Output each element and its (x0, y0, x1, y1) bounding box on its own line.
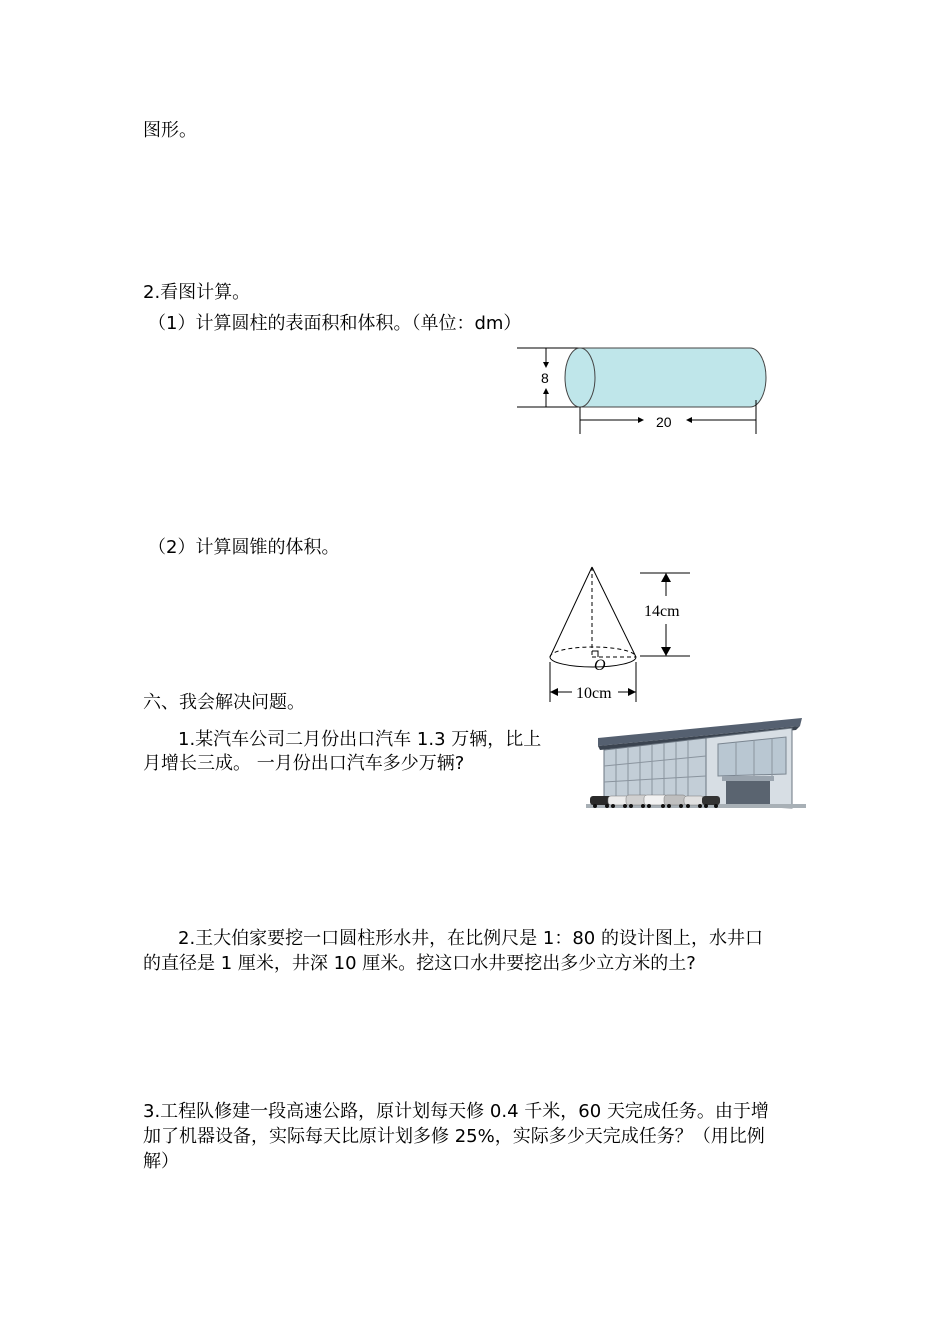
cylinder-figure (512, 340, 772, 440)
problem-3-line-3: 解） (143, 1151, 179, 1172)
cone-diameter-label: 10cm (576, 685, 612, 702)
car-showroom-image (586, 716, 806, 816)
problem-3-line-2: 加了机器设备，实际每天比原计划多修 25%，实际多少天完成任务？（用比例 (143, 1126, 765, 1147)
problem-2-line-2: 的直径是 1 厘米，井深 10 厘米。挖这口水井要挖出多少立方米的土? (143, 953, 696, 974)
problem-2-line-1: 2.王大伯家要挖一口圆柱形水井，在比例尺是 1：80 的设计图上，水井口 (178, 928, 763, 949)
cone-figure (544, 562, 704, 712)
problem-3-line-1: 3.工程队修建一段高速公路，原计划每天修 0.4 千米，60 天完成任务。由于增 (143, 1101, 769, 1122)
cylinder-height-label: 8 (541, 370, 549, 386)
cone-center-label: O (594, 657, 606, 674)
problem-1-line-2: 月增长三成。 一月份出口汽车多少万辆? (143, 753, 465, 774)
section-heading: 六、我会解决问题。 (143, 692, 305, 713)
cone-height-label: 14cm (644, 603, 680, 620)
section-heading: 2.看图计算。 (143, 282, 251, 303)
question-cone: （2）计算圆锥的体积。 (148, 537, 340, 558)
problem-1-line-1: 1.某汽车公司二月份出口汽车 1.3 万辆，比上 (178, 729, 542, 750)
question-cylinder: （1）计算圆柱的表面积和体积。（单位：dm） (148, 313, 522, 334)
cylinder-length-label: 20 (656, 414, 672, 430)
text-fragment: 图形。 (143, 120, 197, 141)
